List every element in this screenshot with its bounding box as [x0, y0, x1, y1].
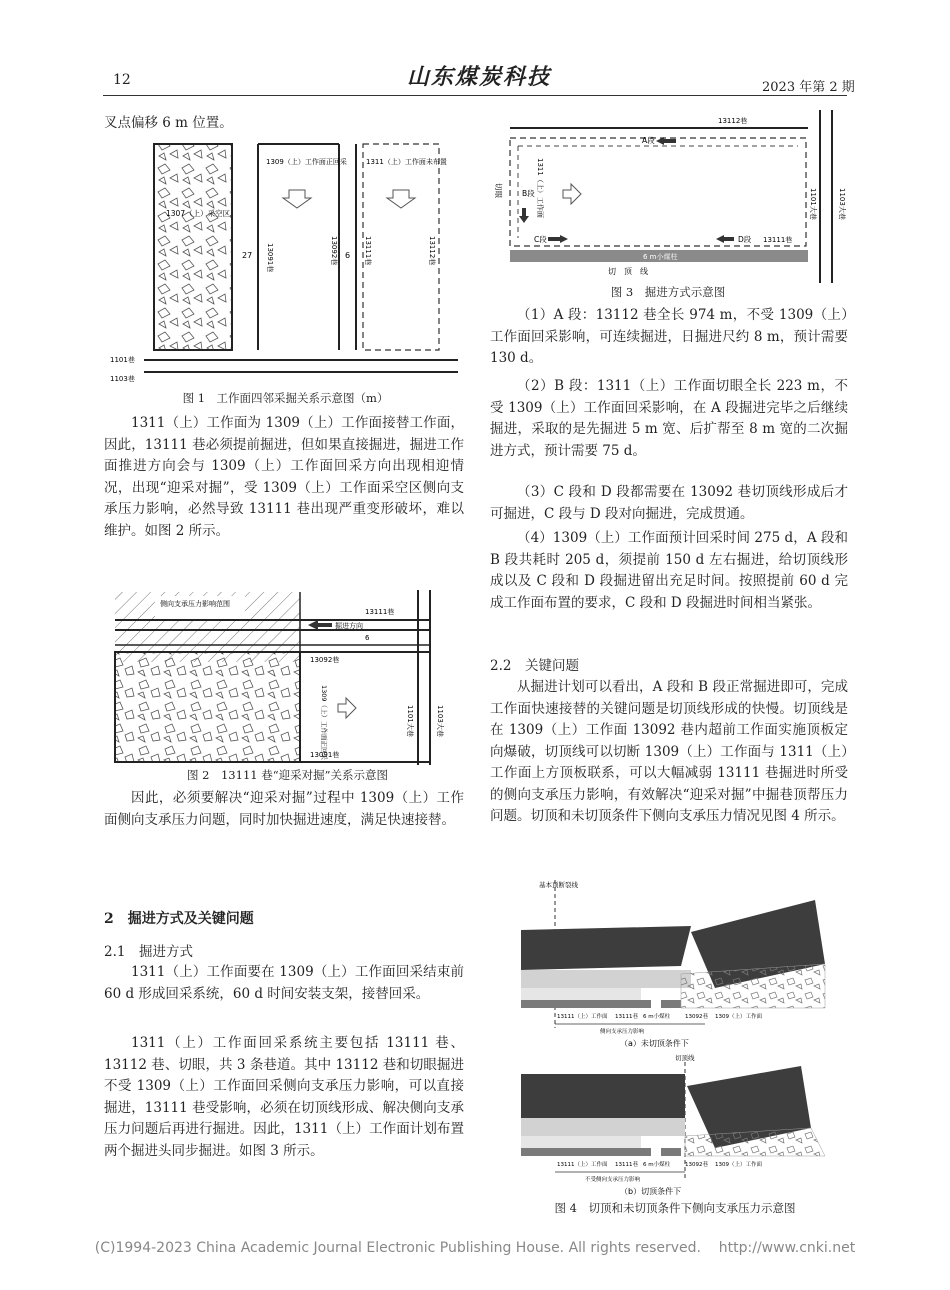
roadway-13111: 13111巷 — [365, 608, 395, 616]
roadway-13112: 13112巷 — [718, 117, 748, 125]
fig1-caption: 图 1 工作面四邻采掘关系示意图（m） — [182, 391, 389, 405]
right-arrow-icon-c — [548, 235, 568, 243]
down-arrow-icon-2 — [387, 190, 415, 208]
cut-label: 切眼 — [494, 183, 503, 198]
goaf-area — [154, 144, 232, 350]
cut-line-label: 切顶线 — [675, 1054, 695, 1062]
page-number: 12 — [113, 72, 131, 88]
roadway-13091: 13091巷 — [310, 751, 340, 759]
paragraph-2: 因此，必须要解决“迎采对掘”过程中 1309（上）工作面侧向支承压力问题，同时加快掘进速度，满足快速接替。 — [104, 790, 464, 828]
goaf-area — [115, 652, 300, 762]
b-face-1311: 13111（上）工作面 — [557, 1162, 608, 1168]
roadway-1103: 1103大巷 — [436, 705, 444, 737]
roadway-13111: 13111巷 — [364, 236, 372, 266]
roof-block-left — [521, 926, 691, 970]
section-2-1-title: 2.1 掘进方式 — [104, 944, 193, 960]
b-roadway-13092: 13092巷 — [685, 1162, 708, 1168]
dist-6: 6 — [365, 634, 370, 642]
figure-4 — [515, 878, 835, 1198]
roadway-13092: 13092巷 — [310, 656, 340, 664]
copyright-footer: (C)1994-2023 China Academic Journal Electronic Publishing House. All rights reserved. http://www.cnki.net — [94, 1240, 856, 1256]
direction-label: 掘进方向 — [335, 622, 363, 630]
seg-c-label: C段 — [534, 235, 547, 244]
paragraph-3: 1311（上）工作面要在 1309（上）工作面回采结束前 60 d 形成回采系统，60 d 时间安装支架，接替回采。 — [104, 964, 464, 1002]
right-arrow-icon — [563, 184, 581, 204]
paragraph-1: 1311（上）工作面为 1309（上）工作面接替工作面，因此，13111 巷必须提前掘进，但如果直接掘进，掘进工作面推进方向会与 1309（上）工作面回采方向出现相迎情况，出现“迎采对掘”，受 1309（上）工作面采空区侧向支承压力影响，必然导致 13111 巷出现严重变形破坏，难以维护。如图 2 所示。 — [104, 415, 464, 539]
roadway-13092: 13092巷 — [330, 236, 338, 266]
seg-b-label: B段 — [522, 189, 535, 198]
fig3-caption: 图 3 掘进方式示意图 — [610, 285, 726, 299]
a-pillar: 6 m小煤柱 — [643, 1014, 671, 1020]
item-4: （4）1309（上）工作面预计回采时间 275 d，A 段和 B 段共耗时 205 d，须提前 150 d 左右掘进，给切顶线形成以及 C 段和 D 段掘进留出充足时间。按照提前 60 d 完成工作面布置的要求，C 段和 D 段掘进时间相当紧张。 — [490, 530, 848, 611]
face-1311-label: 1311（上）工作面未布置 — [366, 158, 447, 166]
left-arrow-icon-d — [716, 235, 734, 243]
a-roadway-13111: 13111巷 — [615, 1014, 638, 1020]
goaf-label: 1307（上）采空区 — [166, 209, 231, 218]
dashed-boundary — [510, 138, 806, 246]
figure-2 — [110, 590, 465, 765]
pressure-zone-label: 侧向支承压力影响范围 — [160, 600, 230, 608]
roadway-13112: 13112巷 — [428, 236, 436, 266]
figure-3 — [488, 108, 848, 283]
roadway-1101: 1101大巷 — [809, 188, 817, 220]
item-2: （2）B 段：1311（上）工作面切眼全长 223 m，不受 1309（上）工作面回采影响，在 A 段掘进完毕之后继续掘进，采取的是先掘进 5 m 宽、后扩帮至 8 m 宽的二次掘进方式，预计需要 75 d。 — [490, 378, 848, 459]
item-3: （3）C 段和 D 段都需要在 13092 巷切顶线形成后才可掘进，C 段与 D 段对向掘进，完成贯通。 — [490, 484, 848, 522]
journal-logo: 山东煤炭科技 — [407, 64, 552, 90]
roadway-1103: 1103巷 — [110, 375, 135, 383]
roadway-1101: 1101大巷 — [406, 705, 414, 737]
roadway-13111: 13111巷 — [763, 236, 793, 244]
down-arrow-icon — [519, 208, 529, 223]
b-unaffected: 不受侧向支承压力影响 — [585, 1177, 641, 1183]
a-roadway-13092: 13092巷 — [685, 1014, 708, 1020]
roadway-13091: 13091巷 — [266, 243, 274, 273]
left-arrow-icon — [308, 620, 332, 630]
figure-1 — [108, 138, 463, 388]
paragraph-5: 从掘进计划可以看出，A 段和 B 段正常掘进即可，完成工作面快速接替的关键问题是切顶线形成的快慢。切顶线是在 1309（上）工作面 13092 巷内超前工作面实施顶板定向爆破，切顶线可以切断 1309（上）工作面与 1311（上）工作面上方顶板联系，可以大幅减弱 13111 巷掘进时所受的侧向支承压力影响，有效解决“迎采对掘”中掘巷顶帮压力问题。切顶和未切顶条件下侧向支承压力情况见图 4 所示。 — [490, 679, 848, 824]
fig4-caption: 图 4 切顶和未切顶条件下侧向支承压力示意图 — [554, 1201, 796, 1215]
section-2-title: 2 掘进方式及关键问题 — [104, 911, 254, 927]
a-face-1311: 13111（上）工作面 — [557, 1014, 608, 1020]
face-1311-area — [363, 144, 439, 350]
b-roadway-13111: 13111巷 — [615, 1162, 638, 1168]
face-label: 1309（上）工作面正回采 — [320, 685, 328, 761]
seg-d-label: D段 — [738, 235, 752, 244]
section-2-2-title: 2.2 关键问题 — [490, 658, 579, 674]
face-1309-label: 1309（上）工作面正回采 — [266, 158, 347, 166]
dist-6: 6 — [345, 251, 351, 260]
a-affected: 侧向支承压力影响 — [600, 1029, 645, 1035]
cutline-label: 切 顶 线 — [608, 267, 648, 276]
intro-line: 叉点偏移 6 m 位置。 — [104, 115, 233, 131]
b-face-1309: 1309（上）工作面 — [715, 1162, 762, 1168]
dist-27: 27 — [242, 251, 253, 260]
roadway-1101: 1101巷 — [110, 356, 135, 364]
seg-a-label: A段 — [642, 136, 655, 145]
sub-a-caption: （a）未切顶条件下 — [620, 1039, 689, 1048]
right-arrow-icon — [338, 698, 356, 718]
roof-block-b-left — [521, 1074, 685, 1118]
paragraph-4: 1311（上）工作面回采系统主要包括 13111 巷、13112 巷、切眼，共 3 条巷道。其中 13112 巷和切眼掘进不受 1309（上）工作面回采侧向支承压力影响，可以直接掘进，13111 巷受影响，必须在切顶线形成、解决侧向支承压力问题后再进行掘进。因此，1311（上）工作面计划布置两个掘进头同步掘进。如图 3 所示。 — [104, 1035, 464, 1159]
a-face-1309: 1309（上）工作面 — [715, 1014, 762, 1020]
fig2-caption: 图 2 13111 巷“迎采对掘”关系示意图 — [187, 768, 388, 782]
sub-b-caption: （b）切顶条件下 — [620, 1187, 682, 1196]
issue-label: 2023 年第 2 期 — [762, 80, 855, 95]
pillar-label: 6 m小煤柱 — [643, 253, 678, 261]
item-1: （1）A 段：13112 巷全长 974 m，不受 1309（上）工作面回采影响，可连续掘进，日掘进尺约 8 m，预计需要 130 d。 — [490, 307, 848, 366]
header-rule — [103, 95, 847, 96]
roadway-1103: 1103大巷 — [838, 188, 846, 220]
b-pillar: 6 m小煤柱 — [643, 1162, 671, 1168]
break-line-label: 基本顶断裂线 — [539, 881, 578, 889]
face-label: 1311（上）工作面 — [536, 158, 544, 218]
down-arrow-icon — [283, 190, 311, 208]
